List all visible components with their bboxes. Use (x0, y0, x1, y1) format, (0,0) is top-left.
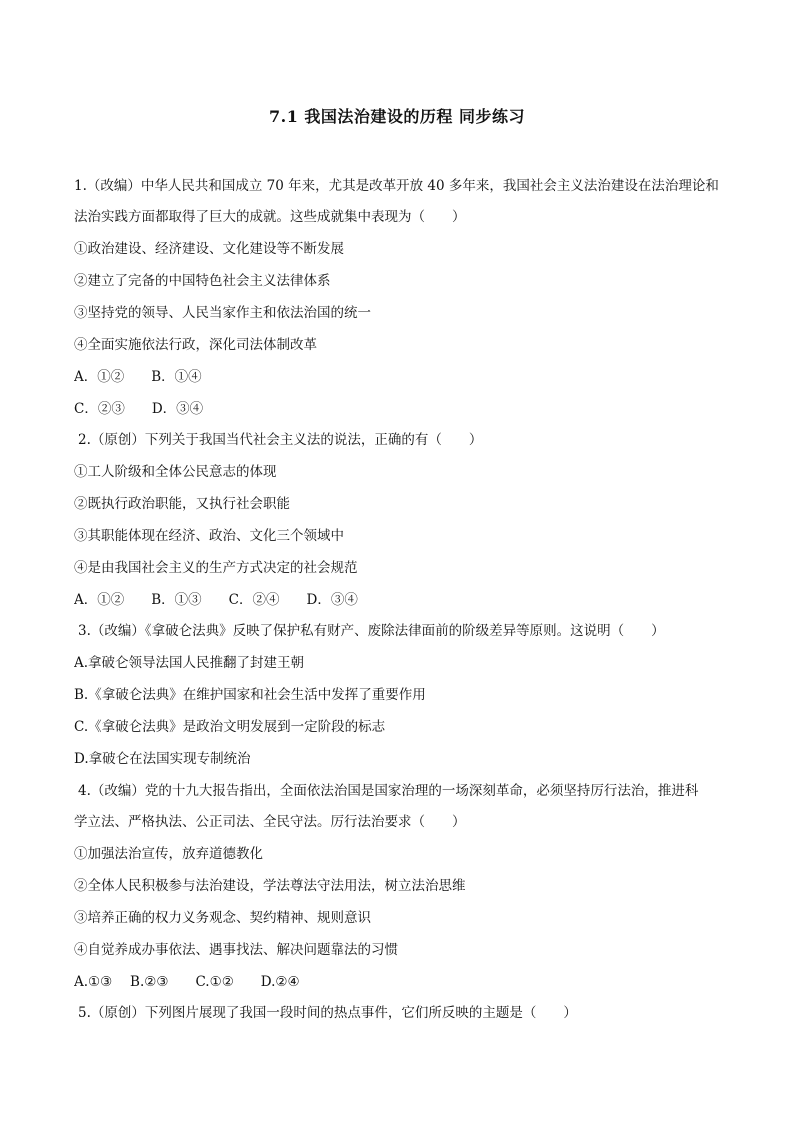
q3-stem: 3.（改编）《拿破仑法典》反映了保护私有财产、废除法律面前的阶级差异等原则。这说明（ ） (78, 623, 665, 639)
q3-option-c: C.《拿破仑法典》是政治文明发展到一定阶段的标志 (74, 719, 386, 735)
q2-statement-4: ④是由我国社会主义的生产方式决定的社会规范 (74, 560, 358, 576)
q4-statement-3: ③培养正确的权力义务观念、契约精神、规则意识 (74, 910, 371, 926)
q3-option-d: D.拿破仑在法国实现专制统治 (74, 751, 251, 767)
q2-statement-3: ③其职能体现在经济、政治、文化三个领域中 (74, 528, 344, 544)
q1-statement-1: ①政治建设、经济建设、文化建设等不断发展 (74, 241, 344, 257)
q4-statement-4: ④自觉养成办事依法、遇事找法、解决问题靠法的习惯 (74, 942, 398, 958)
document-title: 7.1 我国法治建设的历程 同步练习 (269, 107, 525, 126)
q3-option-b: B.《拿破仑法典》在维护国家和社会生活中发挥了重要作用 (74, 687, 426, 703)
q1-statement-2: ②建立了完备的中国特色社会主义法律体系 (74, 273, 331, 289)
q2-statement-1: ①工人阶级和全体公民意志的体现 (74, 464, 277, 480)
q3-option-a: A.拿破仑领导法国人民推翻了封建王朝 (74, 655, 305, 671)
q5-stem: 5.（原创）下列图片展现了我国一段时间的热点事件，它们所反映的主题是（ ） (78, 1005, 577, 1021)
q1-options-cd: C．②③ D．③④ (74, 401, 204, 417)
q2-stem: 2.（原创）下列关于我国当代社会主义法的说法，正确的有（ ） (78, 432, 483, 448)
q2-options: A．①② B．①③ C．②④ D．③④ (74, 592, 358, 608)
q1-stem-line-1: 1.（改编）中华人民共和国成立 70 年来，尤其是改革开放 40 多年来，我国社会主义法治建设在法治理论和 (74, 178, 719, 194)
q1-options-ab: A．①② B．①④ (74, 369, 202, 385)
q4-stem-line-1: 4.（改编）党的十九大报告指出，全面依法治国是国家治理的一场深刻革命，必须坚持厉行法治，推进科 (78, 783, 699, 799)
q1-statement-4: ④全面实施依法行政，深化司法体制改革 (74, 337, 317, 353)
q1-statement-3: ③坚持党的领导、人民当家作主和依法治国的统一 (74, 305, 371, 321)
q4-options: A.①③ B.②③ C.①② D.②④ (74, 974, 300, 990)
q4-stem-line-2: 学立法、严格执法、公正司法、全民守法。厉行法治要求（ ） (74, 814, 466, 830)
q4-statement-2: ②全体人民积极参与法治建设，学法尊法守法用法，树立法治思维 (74, 878, 466, 894)
q1-stem-line-2: 法治实践方面都取得了巨大的成就。这些成就集中表现为（ ） (74, 209, 466, 225)
q4-statement-1: ①加强法治宣传，放弃道德教化 (74, 846, 263, 862)
q2-statement-2: ②既执行政治职能，又执行社会职能 (74, 496, 290, 512)
